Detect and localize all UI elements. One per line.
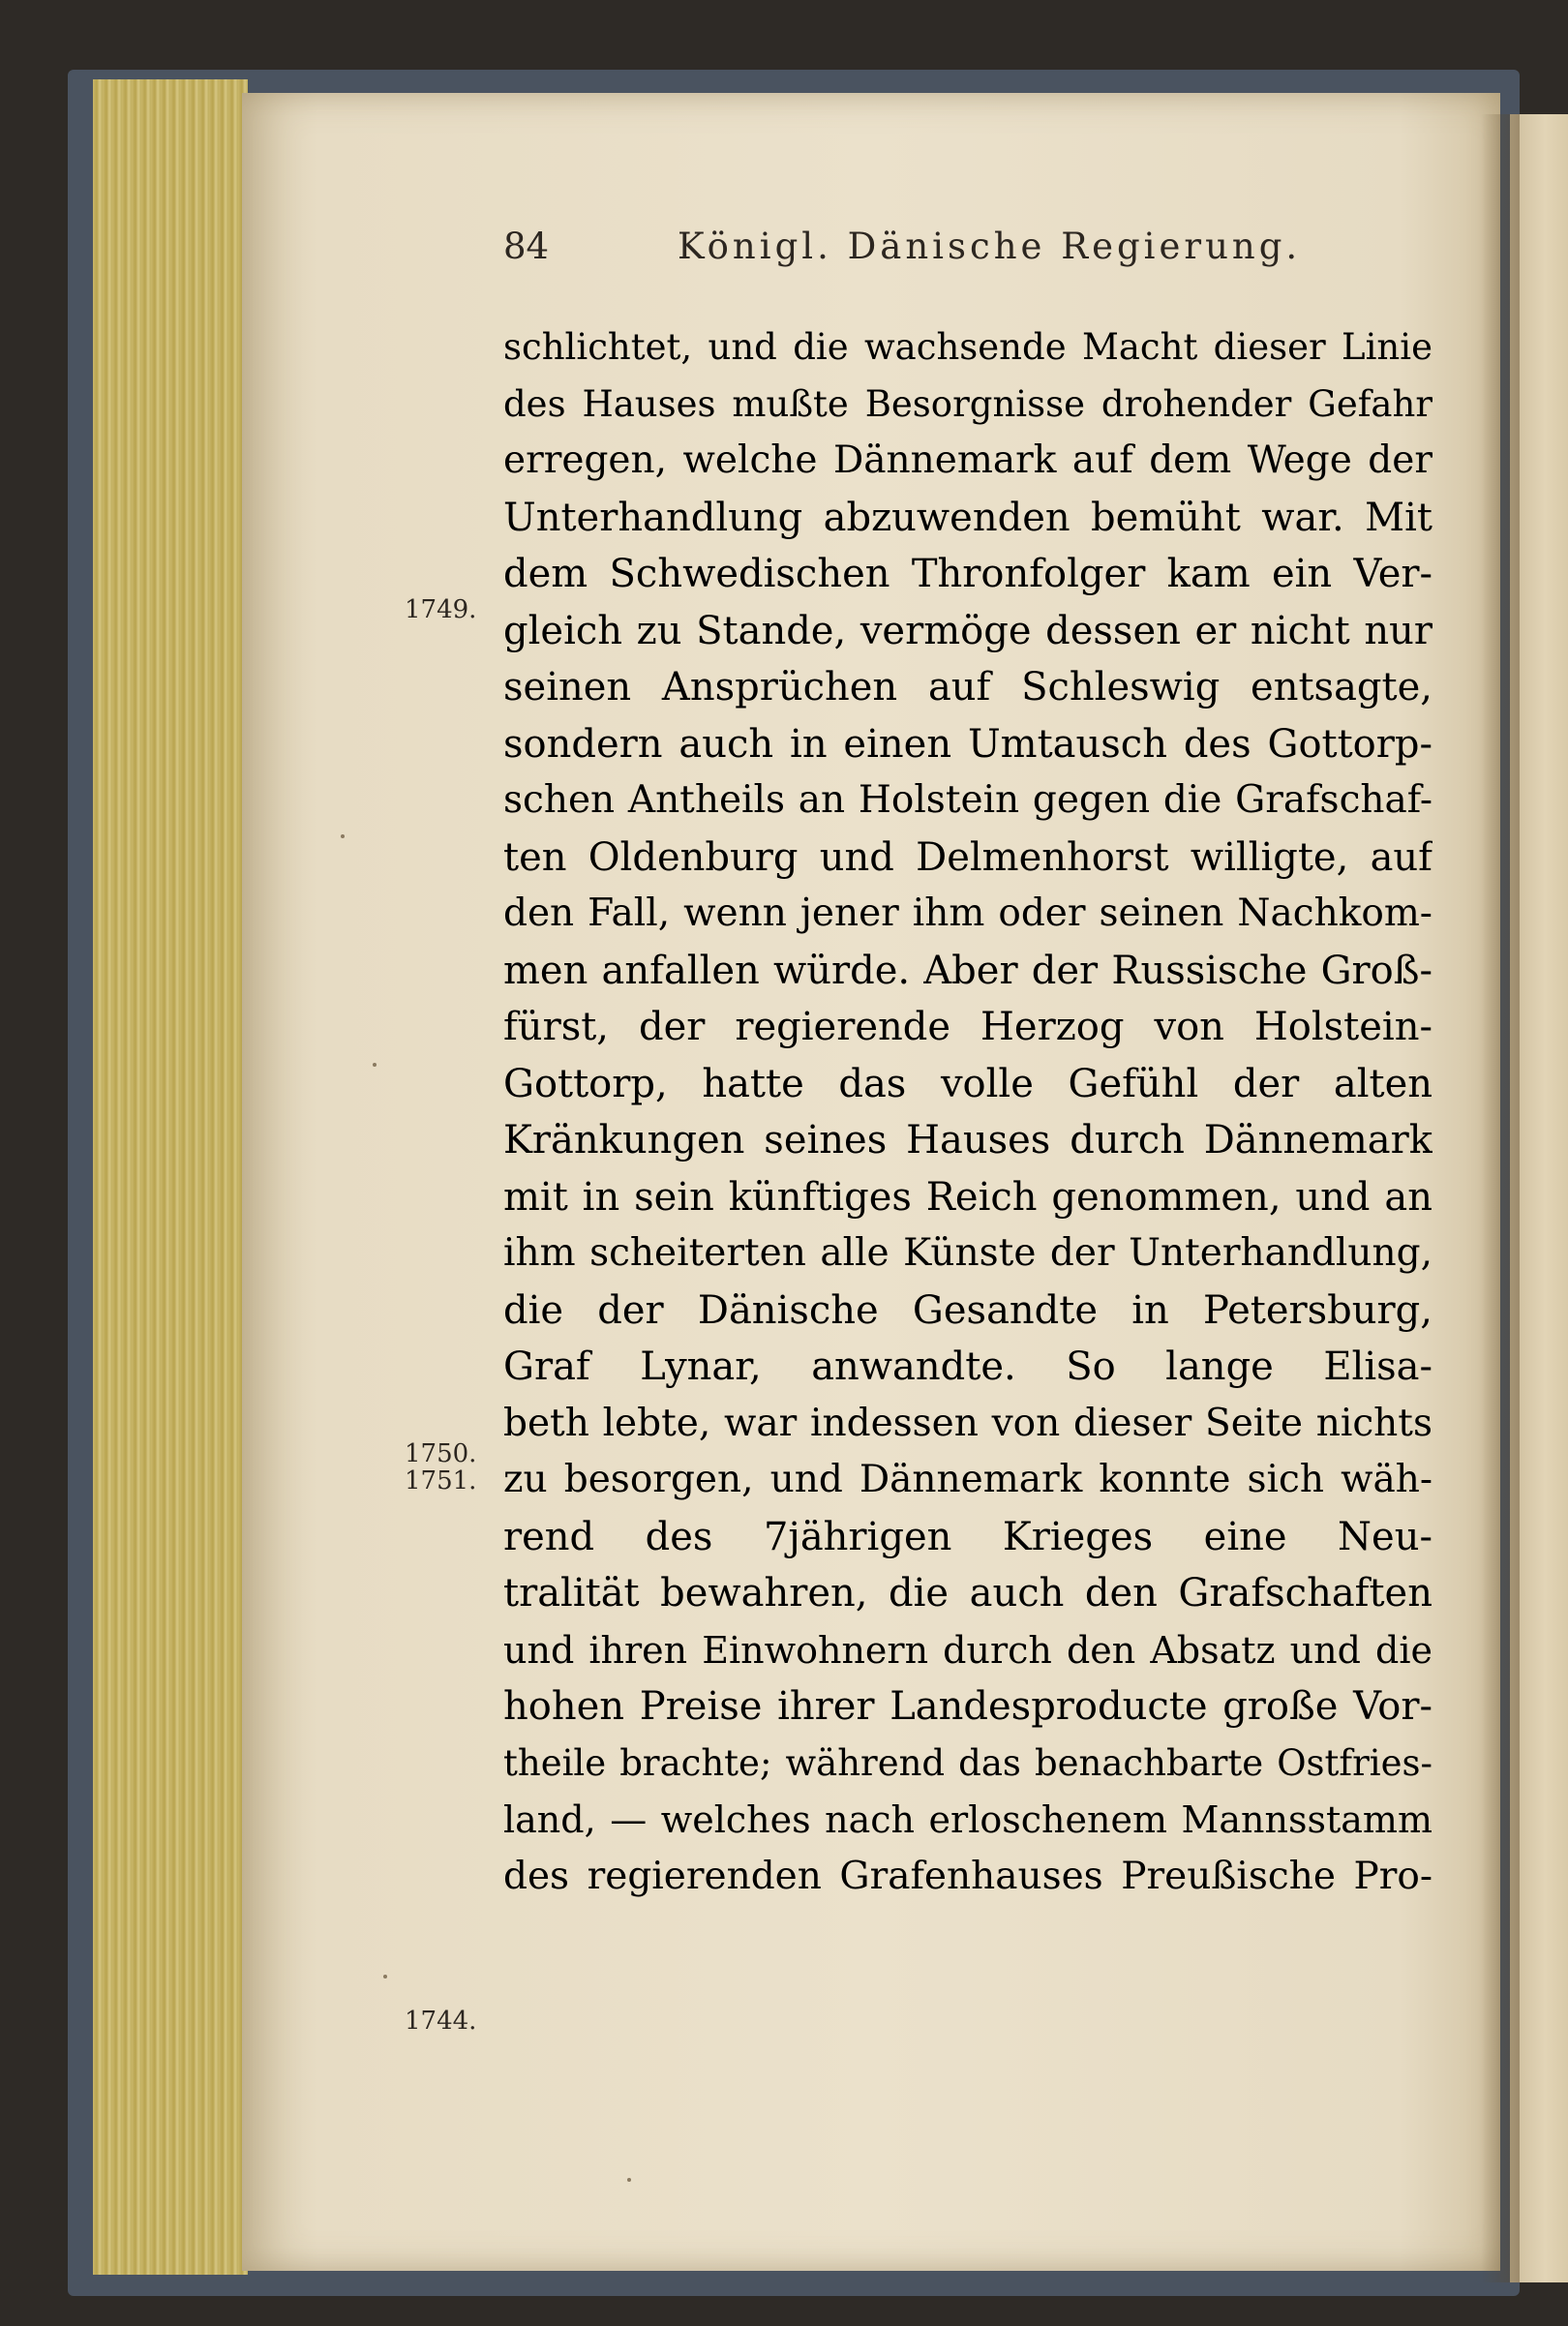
body-text (503, 319, 1432, 1905)
text-line: des regierenden Grafenhauses Preußische Pro- (503, 1854, 1432, 1898)
margin-year-1750: 1750. (405, 1439, 477, 1468)
text-line: rend des 7jährigen Krieges eine Neu- (503, 1514, 1432, 1559)
paper-speck (627, 2178, 631, 2182)
page-number: 84 (503, 226, 550, 267)
text-line: schen Antheils an Holstein gegen die Grafschaf- (503, 778, 1432, 822)
text-line: ihm scheiterten alle Künste der Unterhandlung, (503, 1231, 1432, 1275)
paper-speck (383, 1975, 387, 1979)
text-line: die der Dänische Gesandte in Petersburg, (503, 1287, 1432, 1333)
margin-year-1744: 1744. (405, 2007, 477, 2036)
text-line: zu besorgen, und Dännemark konnte sich wäh- (503, 1458, 1432, 1501)
gutter-shadow (1481, 114, 1520, 2282)
text-line: Graf Lynar, anwandte. So lange Elisa- (503, 1344, 1432, 1389)
text-line: schlichtet, und die wachsende Macht dieser Linie (503, 326, 1432, 368)
text-line: des Hauses mußte Besorgnisse drohender Gefahr (503, 382, 1432, 425)
text-line: fürst, der regierende Herzog von Holstein- (503, 1005, 1432, 1049)
text-line: Kränkungen seines Hauses durch Dännemark (503, 1118, 1432, 1163)
text-line: hohen Preise ihrer Landesproducte große Vor- (503, 1684, 1432, 1729)
text-line: land, — welches nach erloschenem Mannsstamm (503, 1798, 1432, 1841)
text-line: ten Oldenburg und Delmenhorst willigte, auf (503, 834, 1432, 880)
text-line: den Fall, wenn jener ihm oder seinen Nachkom- (503, 891, 1432, 935)
text-line: dem Schwedischen Thronfolger kam ein Ver- (503, 552, 1432, 596)
margin-year-1749: 1749. (405, 595, 477, 624)
text-line: men anfallen würde. Aber der Russische Groß- (503, 948, 1432, 993)
text-line: theile brachte; während das benachbarte Ostfries- (503, 1741, 1432, 1784)
text-line: Gottorp, hatte das volle Gefühl der alten (503, 1061, 1432, 1106)
text-line: tralität bewahren, die auch den Grafschaften (503, 1571, 1432, 1616)
text-line: gleich zu Stande, vermöge dessen er nicht nur (503, 608, 1432, 653)
text-line: Unterhandlung abzuwenden bemüht war. Mit (503, 495, 1432, 540)
text-line: seinen Ansprüchen auf Schleswig entsagte, (503, 665, 1432, 710)
page-edges (93, 79, 248, 2275)
paper-speck (341, 834, 345, 838)
margin-year-1751: 1751. (405, 1466, 477, 1495)
text-line: erregen, welche Dännemark auf dem Wege der (503, 438, 1432, 482)
text-line: beth lebte, war indessen von dieser Seite nichts (503, 1401, 1432, 1445)
paper-speck (373, 1063, 377, 1067)
running-title: Königl. Dänische Regierung. (678, 226, 1302, 267)
text-line: sondern auch in einen Umtausch des Gottorp- (503, 721, 1432, 767)
text-line: mit in sein künftiges Reich genommen, und an (503, 1174, 1432, 1220)
text-line: und ihren Einwohnern durch den Absatz und die (503, 1628, 1432, 1672)
